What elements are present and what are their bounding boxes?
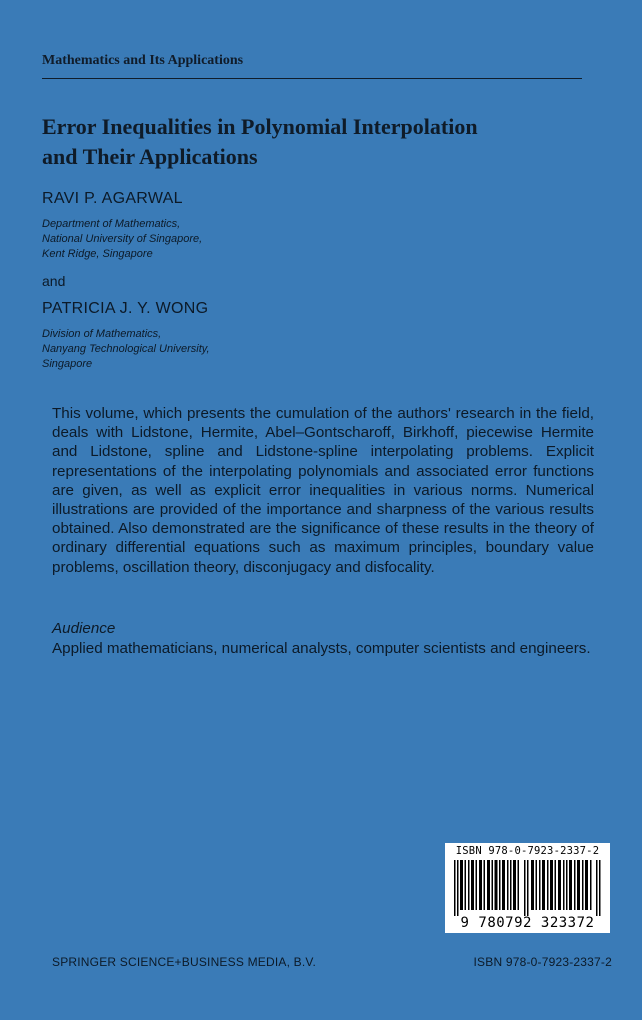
series-rule <box>42 78 582 79</box>
barcode-digits: 9 780792 323372 <box>460 915 595 931</box>
book-title <box>42 112 602 172</box>
conjunction: and <box>42 273 66 289</box>
abstract-text: This volume, which presents the cumulation of the authors' research in the field, deals with Lidstone, Hermite, Abel–Gontscharoff, Birkhoff, piecewise Hermite and Lidstone, spline and Lidstone-spline interpolating problems. Explicit representations of the interpolating polynomials and associated error functions are given, as well as explicit error inequalities in various norms. Numerical illustrations are provided of the importance and sharpness of the various results obtained. Also demonstrated are the significance of these results in the theory of ordinary differential equations such as maximum principles, boundary value problems, oscillation theory, disconjugacy and disfocality. <box>52 405 594 576</box>
title-line-2: and Their Applications <box>42 144 258 169</box>
affiliation-line: Kent Ridge, Singapore <box>42 248 153 260</box>
audience-label: Audience <box>52 620 116 637</box>
series-name: Mathematics and Its Applications <box>42 53 244 68</box>
author-1-affiliation <box>42 217 202 262</box>
footer-isbn: ISBN 978-0-7923-2337-2 <box>473 955 612 969</box>
author-1-name: RAVI P. AGARWAL <box>42 190 183 207</box>
affiliation-line: Nanyang Technological University, <box>42 343 210 355</box>
barcode-bars <box>454 860 601 916</box>
affiliation-line: Department of Mathematics, <box>42 218 181 230</box>
author-2-affiliation <box>42 327 210 372</box>
publisher: SPRINGER SCIENCE+BUSINESS MEDIA, B.V. <box>52 955 317 969</box>
author-2-name: PATRICIA J. Y. WONG <box>42 300 209 317</box>
affiliation-line: Division of Mathematics, <box>42 328 162 340</box>
affiliation-line: National University of Singapore, <box>42 233 203 245</box>
title-line-1: Error Inequalities in Polynomial Interpolation <box>42 114 478 139</box>
barcode <box>445 843 610 933</box>
affiliation-line: Singapore <box>42 358 93 370</box>
audience-text: Applied mathematicians, numerical analysts, computer scientists and engineers. <box>52 640 591 657</box>
barcode-isbn-label: ISBN 978-0-7923-2337-2 <box>455 845 600 857</box>
